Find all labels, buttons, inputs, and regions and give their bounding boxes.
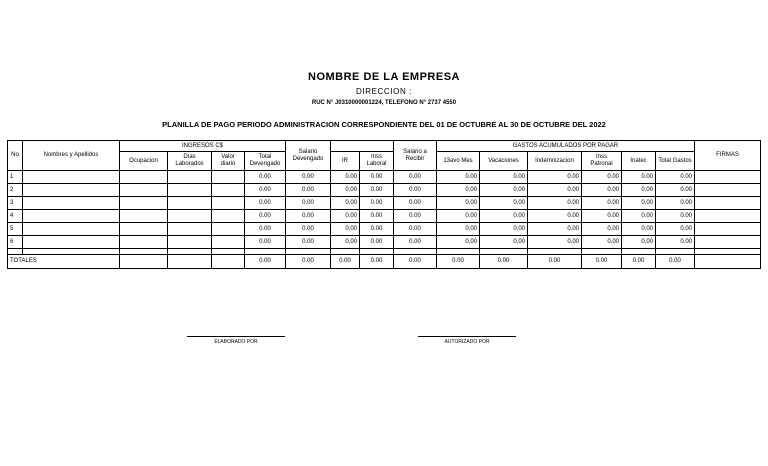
salario-recibir-total: 0.00 (394, 255, 437, 269)
cell-total-dev: 0.00 (245, 210, 286, 223)
cell-empty (212, 236, 245, 249)
cell-indemnizacion: 0.00 (528, 210, 582, 223)
cell-total-gastos: 0.00 (656, 210, 695, 223)
inatec-total: 0.00 (622, 255, 656, 269)
cell-no: 1 (8, 171, 23, 184)
ir-total: 0.00 (331, 255, 360, 269)
col-valor: Valor diario (212, 152, 245, 171)
cell-ir: 0.00 (331, 184, 360, 197)
salario-devengado-total: 0.00 (286, 255, 331, 269)
cell-indemnizacion: 0.00 (528, 171, 582, 184)
table-row (8, 184, 761, 197)
col-inatec: Inatec (622, 152, 656, 171)
autorizado-por-signature: AUTORIZADO POR (418, 336, 516, 345)
table-row (8, 210, 761, 223)
cell-empty (23, 184, 120, 197)
cell-inss-patronal: 0.00 (582, 184, 622, 197)
cell-total-dev: 0.00 (245, 184, 286, 197)
cell-indemnizacion: 0.00 (528, 197, 582, 210)
cell-empty (695, 210, 761, 223)
elaborado-por-signature: ELABORADO POR (187, 336, 285, 345)
cell-empty (212, 197, 245, 210)
cell-vacaciones: 0.00 (480, 171, 528, 184)
cell-vacaciones: 0.00 (480, 184, 528, 197)
cell-empty (120, 223, 168, 236)
cell-salario: 0.00 (286, 223, 331, 236)
cell-ir: 0.00 (331, 236, 360, 249)
cell-treceavo: 0.00 (437, 184, 480, 197)
cell-vacaciones: 0.00 (480, 197, 528, 210)
cell-empty (168, 197, 212, 210)
cell-inss-patronal: 0.00 (582, 171, 622, 184)
cell-no: 5 (8, 223, 23, 236)
cell-inatec: 0.00 (622, 236, 656, 249)
cell-empty (168, 171, 212, 184)
company-name: NOMBRE DE LA EMPRESA (308, 71, 460, 83)
vacaciones-total: 0.00 (480, 255, 528, 269)
cell-empty (120, 171, 168, 184)
cell-empty (23, 171, 120, 184)
cell-empty (695, 171, 761, 184)
cell-treceavo: 0.00 (437, 223, 480, 236)
col-ir: IR (331, 152, 360, 171)
cell-treceavo: 0.00 (437, 210, 480, 223)
cell-salario: 0.00 (286, 184, 331, 197)
table-row (8, 197, 761, 210)
cell-vacaciones: 0.00 (480, 236, 528, 249)
cell-salario: 0.00 (286, 171, 331, 184)
cell-treceavo: 0.00 (437, 171, 480, 184)
cell-inss: 0.00 (360, 184, 394, 197)
cell-empty (23, 236, 120, 249)
cell-recibir: 0.00 (394, 184, 437, 197)
cell-treceavo: 0.00 (437, 197, 480, 210)
col-inss-laboral: Inss Laboral (360, 152, 394, 171)
col-group-ingresos: INGRESOS C$ (120, 141, 286, 152)
cell-empty (23, 197, 120, 210)
totals-label: TOTALES (8, 255, 120, 269)
col-salario-devengado: Salario Devengado (286, 141, 331, 171)
cell-indemnizacion: 0.00 (528, 236, 582, 249)
cell-salario: 0.00 (286, 210, 331, 223)
cell-total-dev: 0.00 (245, 197, 286, 210)
cell-inss: 0.00 (360, 210, 394, 223)
cell-empty (212, 223, 245, 236)
cell-recibir: 0.00 (394, 236, 437, 249)
cell-inss-patronal: 0.00 (582, 197, 622, 210)
cell-empty (695, 197, 761, 210)
cell-inss-patronal: 0.00 (582, 236, 622, 249)
cell-empty (23, 223, 120, 236)
col-no: No (8, 141, 23, 171)
cell-total-dev: 0.00 (245, 171, 286, 184)
cell-empty (212, 184, 245, 197)
cell-no: 2 (8, 184, 23, 197)
company-ruc-phone: RUC N° J0310000001224, TELEFONO N° 2737 4550 (311, 100, 457, 106)
cell-inatec: 0.00 (622, 223, 656, 236)
cell-salario: 0.00 (286, 197, 331, 210)
col-total-devengado: Total Devengado (245, 152, 286, 171)
cell-no: 6 (8, 236, 23, 249)
col-13avo: 13avo Mes (437, 152, 480, 171)
col-dias: Días Laborados (168, 152, 212, 171)
col-name: Nombres y Apellidos (23, 141, 120, 171)
cell-recibir: 0.00 (394, 197, 437, 210)
cell-empty (120, 184, 168, 197)
company-address: DIRECCION : (356, 87, 412, 96)
cell-recibir: 0.00 (394, 210, 437, 223)
payroll-table (7, 140, 761, 269)
totals-row (8, 255, 761, 269)
cell-empty (120, 236, 168, 249)
cell-treceavo: 0.00 (437, 236, 480, 249)
cell-total-dev: 0.00 (245, 236, 286, 249)
13avo-total: 0.00 (437, 255, 480, 269)
indemnizacion-total: 0.00 (528, 255, 582, 269)
cell-vacaciones: 0.00 (480, 223, 528, 236)
table-row (8, 223, 761, 236)
inss-laboral-total: 0.00 (360, 255, 394, 269)
cell-total-gastos: 0.00 (656, 184, 695, 197)
cell-no: 3 (8, 197, 23, 210)
total-gastos-total: 0.00 (656, 255, 695, 269)
cell-ir: 0.00 (331, 171, 360, 184)
col-total-gastos: Total Gastos (656, 152, 695, 171)
cell-indemnizacion: 0.00 (528, 184, 582, 197)
table-row (8, 171, 761, 184)
payroll-title: PLANILLA DE PAGO PERIODO ADMINISTRACION CORRESPONDIENTE DEL 01 DE OCTUBRE AL 30 DE OCTUBRE DEL 2022 (162, 120, 606, 129)
cell-empty (120, 197, 168, 210)
cell-inss: 0.00 (360, 236, 394, 249)
inss-patronal-total: 0.00 (582, 255, 622, 269)
cell-empty (212, 171, 245, 184)
cell-total-gastos: 0.00 (656, 236, 695, 249)
cell-empty (695, 236, 761, 249)
col-vacaciones: Vacaciones (480, 152, 528, 171)
cell-inatec: 0.00 (622, 171, 656, 184)
cell-inatec: 0.00 (622, 184, 656, 197)
cell-inss: 0.00 (360, 171, 394, 184)
cell-empty (695, 184, 761, 197)
cell-salario: 0.00 (286, 236, 331, 249)
cell-vacaciones: 0.00 (480, 210, 528, 223)
cell-inss: 0.00 (360, 197, 394, 210)
cell-inatec: 0.00 (622, 197, 656, 210)
cell-total-gastos: 0.00 (656, 171, 695, 184)
col-indemnizacion: Indemnizacion (528, 152, 582, 171)
cell-total-dev: 0.00 (245, 223, 286, 236)
table-subheader-row (8, 152, 761, 171)
cell-inss: 0.00 (360, 223, 394, 236)
col-inss-patronal: Inss Patronal (582, 152, 622, 171)
table-row (8, 236, 761, 249)
cell-empty (212, 210, 245, 223)
col-firmas: FIRMAS (695, 141, 761, 171)
col-group-gastos: GASTOS ACUMULADOS POR PAGAR (437, 141, 695, 152)
total-devengado-total: 0.00 (245, 255, 286, 269)
cell-empty (168, 236, 212, 249)
cell-inatec: 0.00 (622, 210, 656, 223)
cell-empty (23, 210, 120, 223)
cell-total-gastos: 0.00 (656, 223, 695, 236)
cell-empty (168, 210, 212, 223)
cell-recibir: 0.00 (394, 171, 437, 184)
cell-empty (168, 184, 212, 197)
cell-indemnizacion: 0.00 (528, 223, 582, 236)
col-ocupacion: Ocupacion (120, 152, 168, 171)
cell-inss-patronal: 0.00 (582, 223, 622, 236)
cell-recibir: 0.00 (394, 223, 437, 236)
col-salario-recibir: Salario a Recibir (394, 141, 437, 171)
cell-empty (695, 223, 761, 236)
cell-empty (168, 223, 212, 236)
cell-total-gastos: 0.00 (656, 197, 695, 210)
cell-ir: 0.00 (331, 223, 360, 236)
col-group-deducciones (331, 141, 394, 152)
table-header-row (8, 141, 761, 152)
cell-inss-patronal: 0.00 (582, 210, 622, 223)
cell-empty (120, 210, 168, 223)
cell-ir: 0.00 (331, 197, 360, 210)
cell-ir: 0.00 (331, 210, 360, 223)
cell-no: 4 (8, 210, 23, 223)
